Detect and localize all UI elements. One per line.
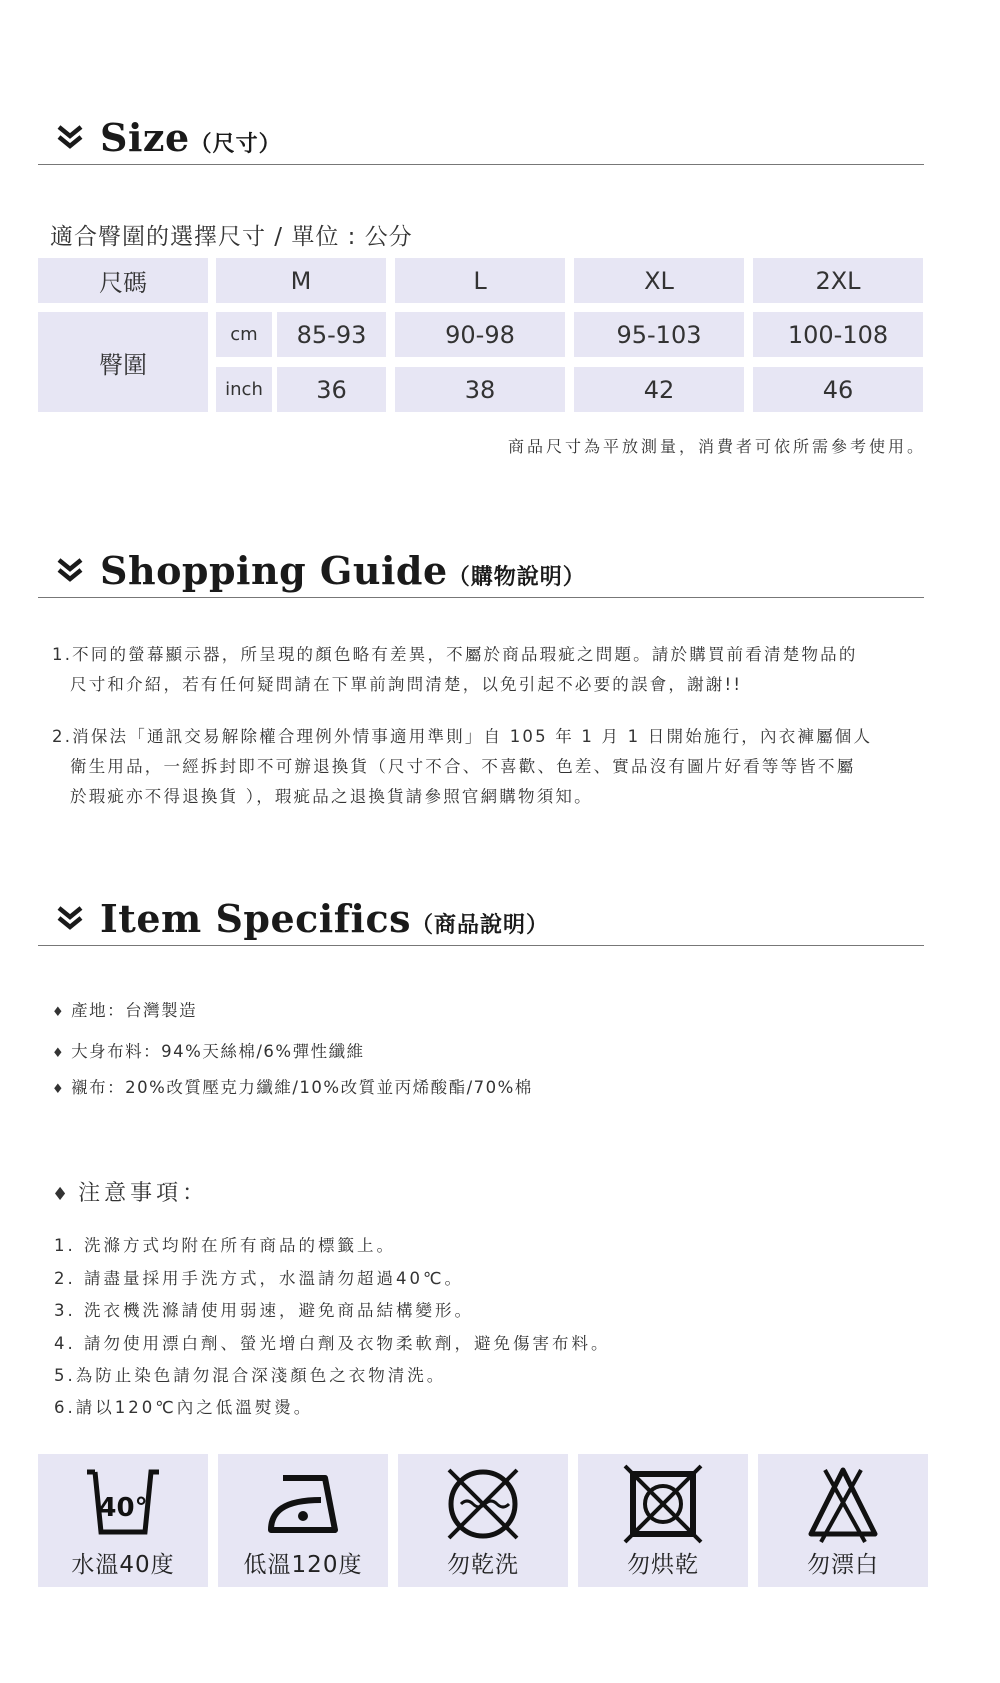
shopping-p2-line2: 衛生用品，一經拆封即不可辦退換貨（尺寸不合、不喜歡、色差、實品沒有圖片好看等等皆不屬: [70, 757, 856, 776]
size-header-m: M: [216, 258, 386, 303]
shopping-section-header: [38, 537, 924, 598]
shopping-paragraph-2: [52, 722, 932, 812]
svg-text:40°: 40°: [98, 1493, 148, 1523]
no-dry-clean-icon: [443, 1464, 523, 1544]
shopping-p1-line2: 尺寸和介紹，若有任何疑問請在下單前詢問清楚，以免引起不必要的誤會，謝謝!!: [70, 675, 743, 694]
cm-value-2xl: 100-108: [753, 312, 923, 357]
spec-main-fabric: ♦ 大身布料：94%天絲棉/6%彈性纖維: [52, 1042, 365, 1061]
no-bleach-icon: [803, 1464, 883, 1544]
unit-cm: cm: [216, 312, 272, 357]
hip-row-label: 臀圍: [38, 312, 208, 412]
notice-line-3: 3. 洗衣機洗滌請使用弱速，避免商品結構變形。: [54, 1301, 474, 1320]
care-label-tumble-dry: 勿烘乾: [627, 1552, 699, 1578]
item-section-title: Item Specifics（商品說明）: [100, 896, 550, 941]
size-section-title: Size（尺寸）: [100, 115, 282, 160]
size-note: 商品尺寸為平放測量，消費者可依所需參考使用。: [507, 437, 926, 456]
size-header-xl: XL: [574, 258, 744, 303]
inch-value-2xl: 46: [753, 367, 923, 412]
care-no-tumble-dry: [578, 1454, 748, 1587]
unit-inch: inch: [216, 367, 272, 412]
cm-value-m: 85-93: [277, 312, 386, 357]
notice-line-2: 2. 請盡量採用手洗方式，水溫請勿超過40℃。: [54, 1269, 465, 1288]
inch-value-xl: 42: [574, 367, 744, 412]
notice-line-5: 5.為防止染色請勿混合深淺顏色之衣物清洗。: [54, 1366, 447, 1385]
inch-value-l: 38: [395, 367, 565, 412]
diamond-bullet-icon: ♦: [52, 1046, 66, 1061]
double-chevron-down-icon: [56, 905, 84, 931]
diamond-bullet-icon: ♦: [52, 1005, 66, 1020]
shopping-p1-line1: 1.不同的螢幕顯示器，所呈現的顏色略有差異，不屬於商品瑕疵之問題。請於購買前看清楚物品的: [52, 645, 858, 664]
care-label-bleach: 勿漂白: [807, 1552, 879, 1578]
care-iron-low: [218, 1454, 388, 1587]
shopping-paragraph-1: [52, 640, 932, 700]
size-header-l: L: [395, 258, 565, 303]
size-header-label: 尺碼: [38, 258, 208, 303]
care-no-bleach: [758, 1454, 928, 1587]
notice-line-1: 1. 洗滌方式均附在所有商品的標籤上。: [54, 1236, 396, 1255]
cm-value-xl: 95-103: [574, 312, 744, 357]
wash-40-icon: [83, 1464, 163, 1544]
care-label-wash: 水溫40度: [71, 1552, 175, 1578]
size-section-header: [38, 104, 924, 165]
shopping-section-title: Shopping Guide（購物說明）: [100, 548, 586, 593]
notice-title: ♦ 注意事項：: [52, 1181, 209, 1206]
spec-lining: ♦ 襯布：20%改質壓克力纖維/10%改質並丙烯酸酯/70%棉: [52, 1078, 533, 1097]
notice-line-4: 4. 請勿使用漂白劑、螢光增白劑及衣物柔軟劑，避免傷害布料。: [54, 1334, 611, 1353]
care-label-dry-clean: 勿乾洗: [447, 1552, 519, 1578]
size-header-2xl: 2XL: [753, 258, 923, 303]
care-label-iron: 低溫120度: [243, 1552, 363, 1578]
item-section-header: [38, 885, 924, 946]
double-chevron-down-icon: [56, 557, 84, 583]
notice-line-6: 6.請以120℃內之低溫熨燙。: [54, 1398, 314, 1417]
cm-value-l: 90-98: [395, 312, 565, 357]
double-chevron-down-icon: [56, 124, 84, 150]
care-wash-40: [38, 1454, 208, 1587]
no-tumble-dry-icon: [623, 1464, 703, 1544]
diamond-bullet-icon: ♦: [52, 1184, 73, 1205]
shopping-p2-line3: 於瑕疵亦不得退換貨 ），瑕疵品之退換貨請參照官網購物須知。: [70, 787, 593, 806]
iron-low-icon: [263, 1464, 343, 1544]
shopping-p2-line1: 2.消保法「通訊交易解除權合理例外情事適用準則」自 105 年 1 月 1 日開始施行，內衣褲屬個人: [52, 727, 873, 746]
care-no-dry-clean: [398, 1454, 568, 1587]
size-table-caption: 適合臀圍的選擇尺寸 / 單位 : 公分: [50, 224, 413, 250]
diamond-bullet-icon: ♦: [52, 1082, 66, 1097]
spec-origin: ♦ 產地：台灣製造: [52, 1001, 198, 1020]
inch-value-m: 36: [277, 367, 386, 412]
